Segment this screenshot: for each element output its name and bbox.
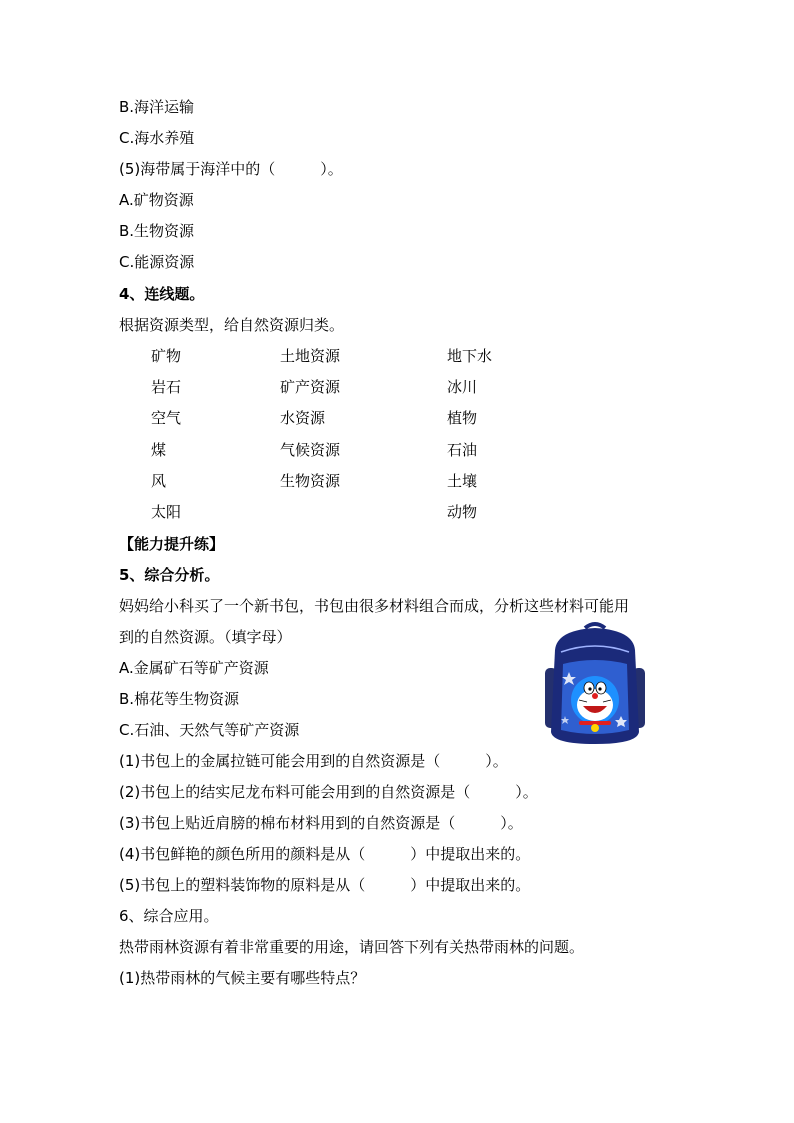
option-b-biological: B.生物资源 [119,222,195,240]
q5-subquestion-2: (2)书包上的结实尼龙布料可能会用到的自然资源是（ ）。 [119,783,538,801]
q6-subquestion-1: (1)热带雨林的气候主要有哪些特点？ [119,969,366,987]
question-5-kelp: (5)海带属于海洋中的（ ）。 [119,160,343,178]
q5-option-a: A.金属矿石等矿产资源 [119,659,269,677]
q5-subquestion-5: (5)书包上的塑料装饰物的原料是从（ ）中提取出来的。 [119,876,531,894]
backpack-illustration [533,620,657,748]
match-left-item[interactable]: 太阳 [151,503,182,521]
match-left-item[interactable]: 岩石 [151,378,182,396]
match-right-item[interactable]: 冰川 [447,378,478,396]
q5-option-b: B.棉花等生物资源 [119,690,240,708]
q4-title: 4、连线题。 [119,285,205,303]
match-right-item[interactable]: 土壤 [447,472,478,490]
section-title-ability: 【能力提升练】 [119,535,225,553]
option-a-mineral: A.矿物资源 [119,191,194,209]
option-b-ocean-transport: B.海洋运输 [119,98,195,116]
match-right-item[interactable]: 地下水 [447,347,493,365]
q4-instruction: 根据资源类型，给自然资源归类。 [119,316,345,334]
match-right-item[interactable]: 石油 [447,441,478,459]
match-category-item[interactable]: 生物资源 [280,472,341,490]
q5-title: 5、综合分析。 [119,566,220,584]
match-left-item[interactable]: 煤 [151,441,167,459]
q5-intro-line1: 妈妈给小科买了一个新书包，书包由很多材料组合而成，分析这些材料可能用 [119,597,630,615]
match-category-item[interactable]: 矿产资源 [280,378,341,396]
q5-subquestion-1: (1)书包上的金属拉链可能会用到的自然资源是（ ）。 [119,752,508,770]
q5-subquestion-3: (3)书包上贴近肩膀的棉布材料用到的自然资源是（ ）。 [119,814,523,832]
match-category-item[interactable]: 气候资源 [280,441,341,459]
match-category-item[interactable]: 土地资源 [280,347,341,365]
backpack-image [533,620,657,748]
match-left-item[interactable]: 空气 [151,409,182,427]
match-right-item[interactable]: 动物 [447,503,478,521]
q5-intro-line2: 到的自然资源。（填字母） [119,628,292,646]
option-c-mariculture: C.海水养殖 [119,129,195,147]
match-left-item[interactable]: 风 [151,472,167,490]
match-right-item[interactable]: 植物 [447,409,478,427]
q5-option-c: C.石油、天然气等矿产资源 [119,721,300,739]
option-c-energy: C.能源资源 [119,253,195,271]
match-category-item[interactable]: 水资源 [280,409,326,427]
q5-subquestion-4: (4)书包鲜艳的颜色所用的颜料是从（ ）中提取出来的。 [119,845,531,863]
match-left-item[interactable]: 矿物 [151,347,182,365]
q6-intro: 热带雨林资源有着非常重要的用途，请回答下列有关热带雨林的问题。 [119,938,585,956]
q6-title: 6、综合应用。 [119,907,219,925]
